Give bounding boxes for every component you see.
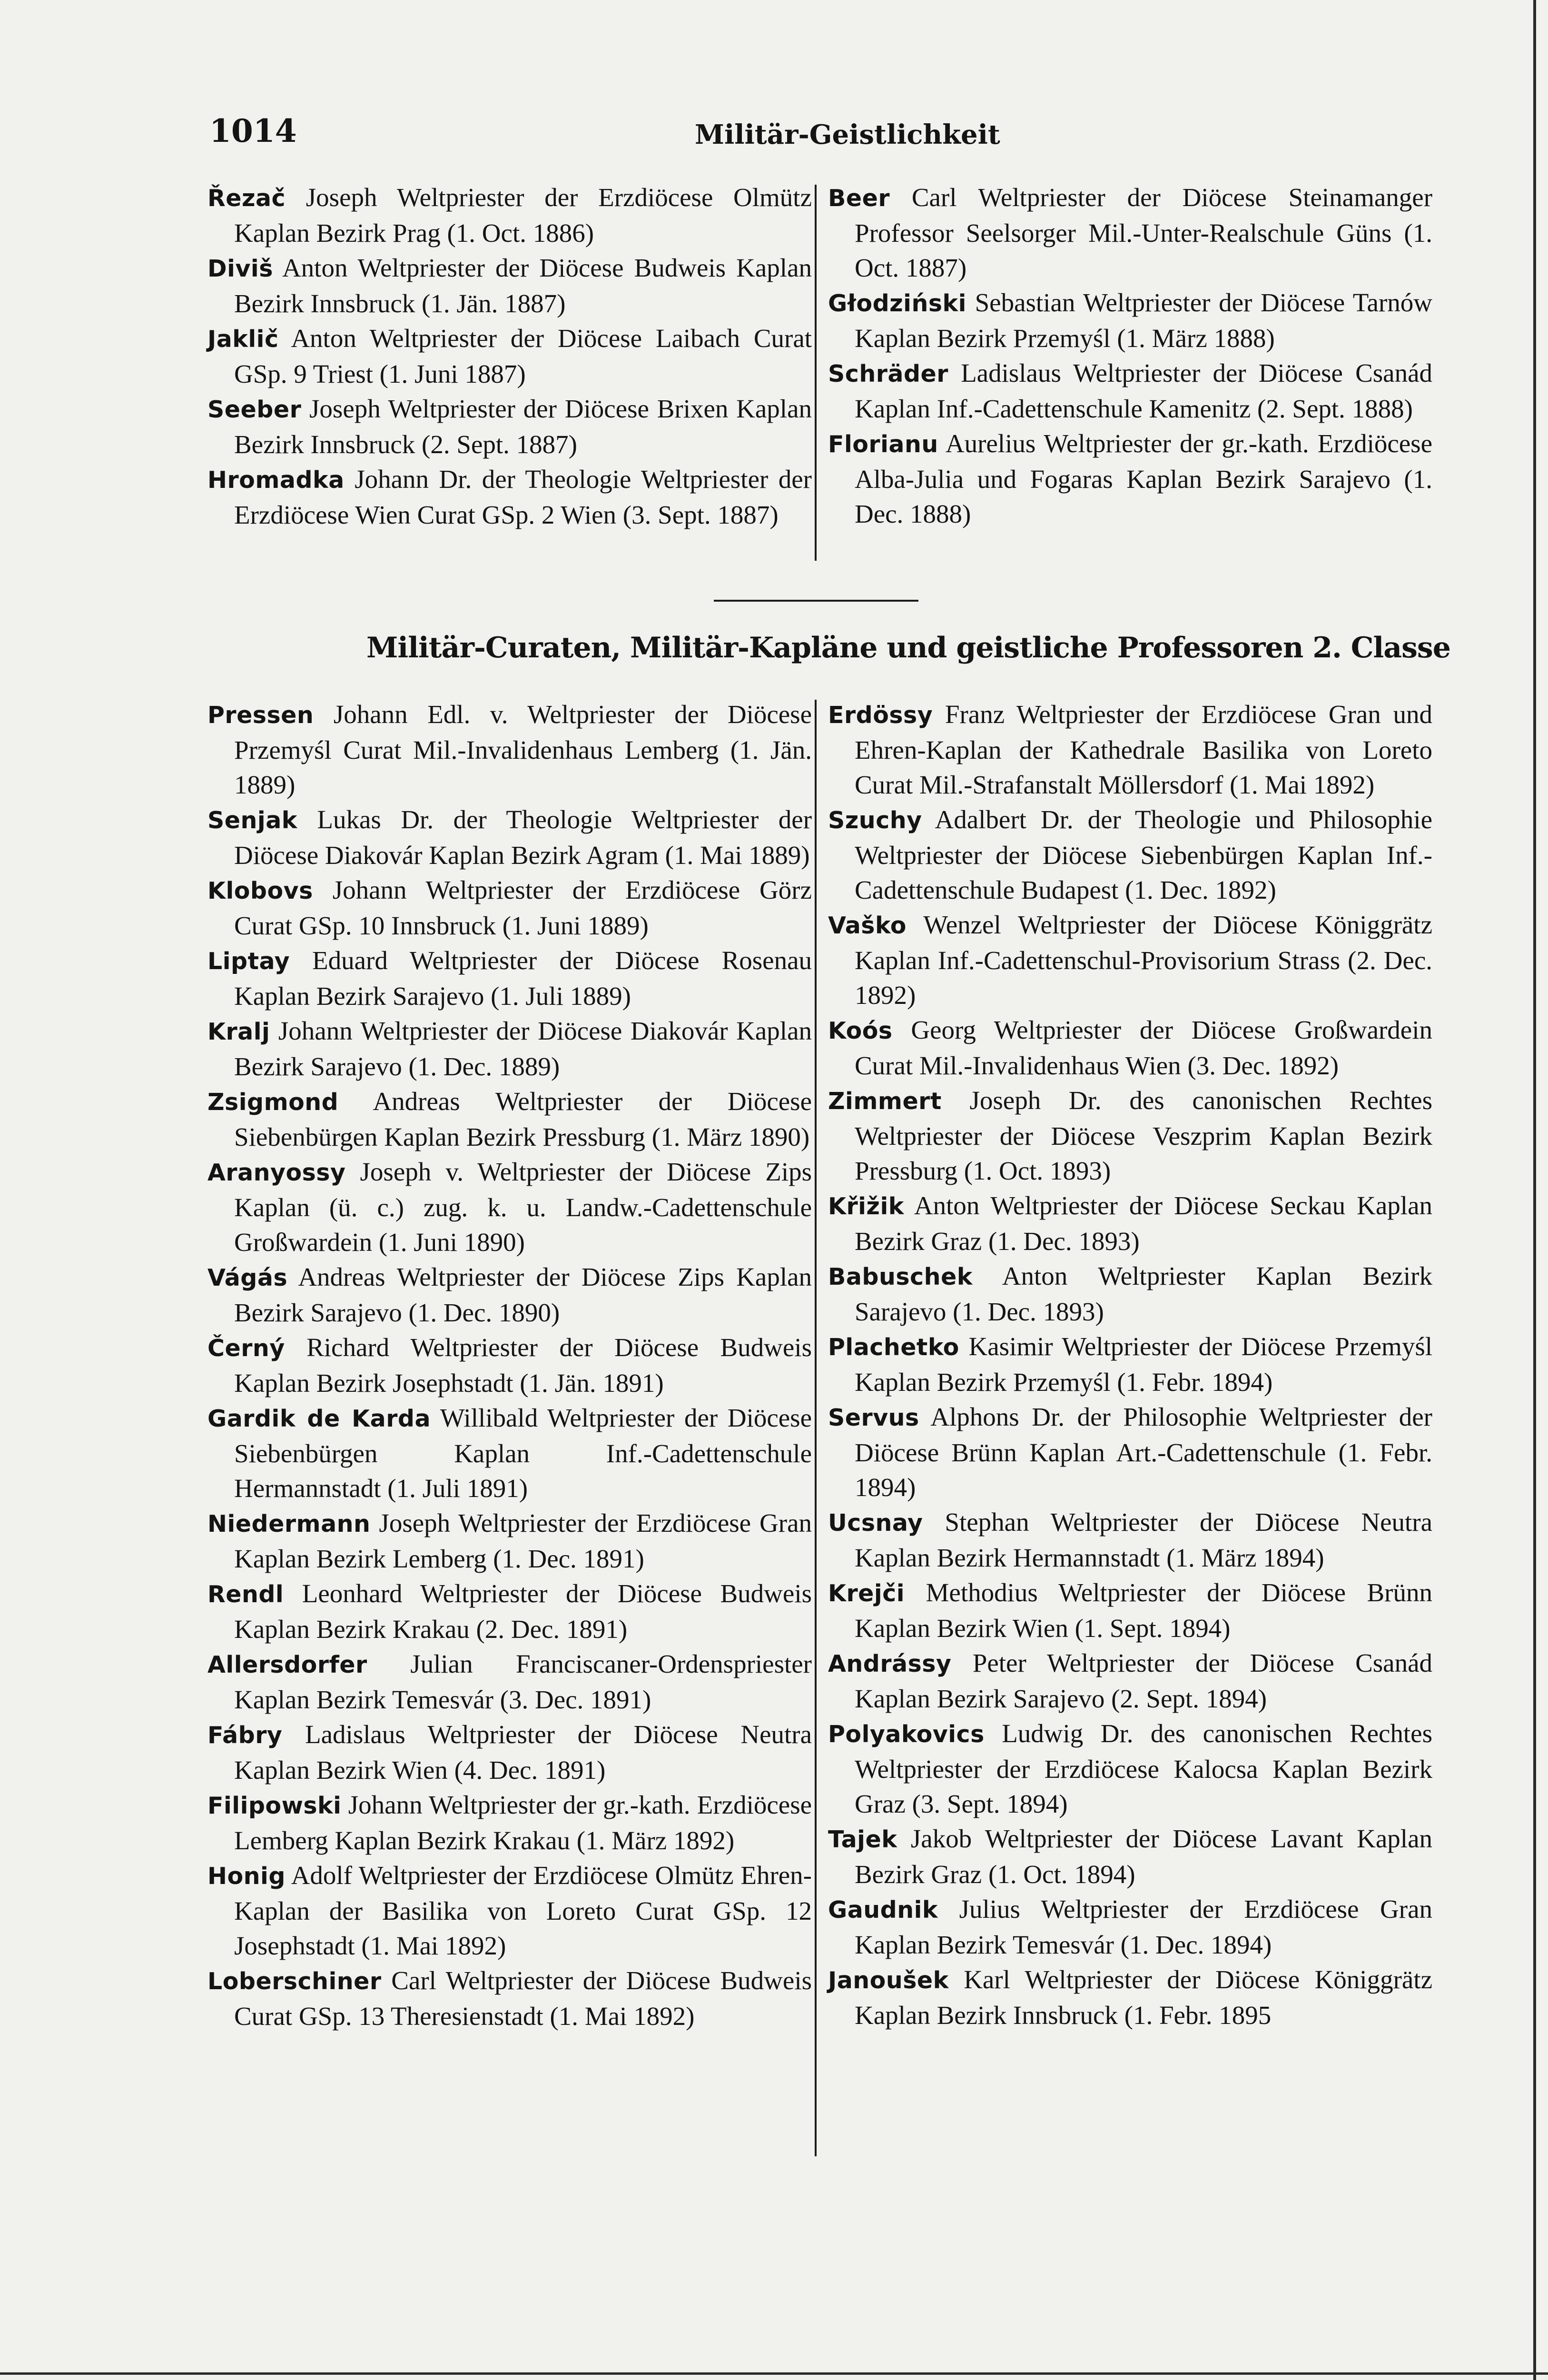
- entry-surname: Servus: [828, 1404, 919, 1431]
- entry-text: Andreas Weltpriester der Diöcese Zips Kaplan Bezirk Sarajevo (1. Dec. 1890): [234, 1262, 812, 1327]
- entry-text: Jakob Weltpriester der Diöcese Lavant Kaplan Bezirk Graz (1. Oct. 1894): [855, 1824, 1432, 1889]
- entry: [828, 802, 1432, 907]
- entry: [207, 1400, 812, 1506]
- entry-text: Aurelius Weltpriester der gr.-kath. Erzdiöcese Alba-Julia und Fogaras Kaplan Bezirk Sarajevo (1. Dec. 1888): [855, 429, 1432, 528]
- entry-text: Carl Weltpriester der Diöcese Budweis Curat GSp. 13 Theresienstadt (1. Mai 1892): [234, 1966, 812, 2031]
- entry-text: Johann Dr. der Theologie Weltpriester der Erzdiöcese Wien Curat GSp. 2 Wien (3. Sept. 1887): [234, 465, 812, 529]
- entry: [828, 1188, 1432, 1259]
- entry-surname: Loberschiner: [207, 1968, 382, 1995]
- entry: [828, 697, 1432, 802]
- entry-surname: Babuschek: [828, 1263, 973, 1290]
- entry-text: Julius Weltpriester der Erzdiöcese Gran Kaplan Bezirk Temesvár (1. Dec. 1894): [855, 1894, 1432, 1959]
- entry-surname: Křižik: [828, 1193, 904, 1220]
- entry-text: Leonhard Weltpriester der Diöcese Budweis Kaplan Bezirk Krakau (2. Dec. 1891): [234, 1579, 812, 1644]
- entry-text: Karl Weltpriester der Diöcese Königgrätz Kaplan Bezirk Innsbruck (1. Febr. 1895: [855, 1965, 1433, 2030]
- bottom-left-column: [207, 697, 812, 2033]
- entry: [828, 1505, 1432, 1575]
- entry-surname: Beer: [828, 185, 890, 212]
- entry-surname: Ucsnay: [828, 1509, 923, 1537]
- entry-surname: Seeber: [207, 396, 302, 423]
- entry-surname: Erdössy: [828, 702, 933, 729]
- running-head: Militär-Geistlichkeit: [695, 119, 1000, 150]
- entry-text: Ludwig Dr. des canonischen Rechtes Weltpriester der Erzdiöcese Kalocsa Kaplan Bezirk Graz (3. Sept. 1894): [855, 1719, 1432, 1818]
- entry: [207, 1259, 812, 1330]
- entry: [828, 1646, 1432, 1716]
- entry-text: Willibald Weltpriester der Diöcese Siebenbürgen Kaplan Inf.-Cadettenschule Hermannstadt (1. Juli 1891): [234, 1403, 812, 1503]
- entry-text: Wenzel Weltpriester der Diöcese Königgrätz Kaplan Inf.-Cadettenschul-Provisorium Strass (2. Dec. 1892): [855, 910, 1432, 1010]
- entry-text: Carl Weltpriester der Diöcese Steinamanger Professor Seelsorger Mil.-Unter-Realschule Güns (1. Oct. 1887): [855, 183, 1433, 282]
- entry-surname: Florianu: [828, 431, 938, 458]
- top-right-column: [828, 180, 1432, 531]
- entry-text: Johann Edl. v. Weltpriester der Diöcese Przemyśl Curat Mil.-Invalidenhaus Lemberg (1. Jän. 1889): [234, 700, 812, 799]
- entry-surname: Plachetko: [828, 1334, 959, 1361]
- entry-text: Ladislaus Weltpriester der Diöcese Neutra Kaplan Bezirk Wien (4. Dec. 1891): [234, 1720, 812, 1785]
- entry: [207, 697, 812, 802]
- entry-text: Johann Weltpriester der gr.-kath. Erzdiöcese Lemberg Kaplan Bezirk Krakau (1. März 1892): [234, 1790, 812, 1855]
- entry-surname: Niedermann: [207, 1510, 371, 1537]
- column-divider-top: [815, 185, 817, 561]
- section-title: Militär-Curaten, Militär-Kapläne und geistliche Professoren 2. Classe: [366, 631, 1450, 664]
- entry: [207, 250, 812, 321]
- entry: [207, 943, 812, 1013]
- entry-text: Sebastian Weltpriester der Diöcese Tarnów Kaplan Bezirk Przemyśl (1. März 1888): [855, 288, 1432, 353]
- bottom-right-column: [828, 697, 1432, 2033]
- entry: [828, 180, 1432, 285]
- entry-surname: Filipowski: [207, 1792, 342, 1819]
- entry-text: Joseph Weltpriester der Erzdiöcese Gran Kaplan Bezirk Lemberg (1. Dec. 1891): [234, 1508, 812, 1573]
- entry-surname: Polyakovics: [828, 1721, 985, 1748]
- entry-text: Lukas Dr. der Theologie Weltpriester der Diöcese Diakovár Kaplan Bezirk Agram (1. Mai 1889): [234, 805, 812, 870]
- entry: [207, 1576, 812, 1646]
- entry-text: Ladislaus Weltpriester der Diöcese Csanád Kaplan Inf.-Cadettenschule Kamenitz (2. Sept. 1888): [855, 358, 1432, 423]
- entry-text: Eduard Weltpriester der Diöcese Rosenau Kaplan Bezirk Sarajevo (1. Juli 1889): [234, 946, 812, 1011]
- entry: [207, 391, 812, 462]
- entry-surname: Aranyossy: [207, 1159, 346, 1186]
- section-rule: [714, 600, 918, 602]
- entry: [207, 1506, 812, 1576]
- page-edge-shadow: [1533, 0, 1536, 2380]
- entry-surname: Pressen: [207, 702, 314, 729]
- entry-text: Anton Weltpriester der Diöcese Budweis Kaplan Bezirk Innsbruck (1. Jän. 1887): [234, 253, 812, 318]
- entry-surname: Schräder: [828, 360, 948, 387]
- entry-text: Anton Weltpriester der Diöcese Laibach Curat GSp. 9 Triest (1. Juni 1887): [234, 324, 812, 388]
- entry: [828, 1083, 1432, 1188]
- entry: [207, 1858, 812, 1963]
- entry: [207, 1154, 812, 1259]
- entry-text: Johann Weltpriester der Erzdiöcese Görz Curat GSp. 10 Innsbruck (1. Juni 1889): [234, 875, 812, 940]
- entry-text: Joseph Dr. des canonischen Rechtes Weltpriester der Diöcese Veszprim Kaplan Bezirk Pressburg (1. Oct. 1893): [855, 1086, 1432, 1185]
- page-bottom-edge: [0, 2372, 1548, 2375]
- entry: [828, 1892, 1432, 1962]
- entry-surname: Zsigmond: [207, 1089, 339, 1116]
- entry-surname: Diviš: [207, 255, 273, 282]
- entry-surname: Hromadka: [207, 466, 345, 494]
- entry-surname: Honig: [207, 1863, 286, 1890]
- entry: [207, 1084, 812, 1154]
- entry-text: Johann Weltpriester der Diöcese Diakovár Kaplan Bezirk Sarajevo (1. Dec. 1889): [234, 1016, 812, 1081]
- page-number: 1014: [209, 112, 297, 149]
- entry: [207, 1963, 812, 2033]
- entry-text: Joseph v. Weltpriester der Diöcese Zips Kaplan (ü. c.) zug. k. u. Landw.-Cadettenschule Großwardein (1. Juni 1890): [234, 1157, 812, 1257]
- entry-surname: Vágás: [207, 1264, 288, 1291]
- entry-surname: Liptay: [207, 948, 290, 975]
- entry: [207, 1646, 812, 1717]
- entry-surname: Andrássy: [828, 1650, 952, 1677]
- entry-text: Peter Weltpriester der Diöcese Csanád Kaplan Bezirk Sarajevo (2. Sept. 1894): [855, 1648, 1432, 1713]
- entry-surname: Senjak: [207, 807, 297, 834]
- entry-surname: Řezač: [207, 185, 286, 212]
- entry-surname: Vaško: [828, 912, 907, 939]
- entry-text: Georg Weltpriester der Diöcese Großwardein Curat Mil.-Invalidenhaus Wien (3. Dec. 1892): [855, 1015, 1432, 1080]
- entry-text: Joseph Weltpriester der Erzdiöcese Olmütz Kaplan Bezirk Prag (1. Oct. 1886): [234, 183, 812, 248]
- entry-surname: Janoušek: [828, 1967, 949, 1994]
- entry: [207, 462, 812, 532]
- entry: [828, 907, 1432, 1012]
- entry-surname: Rendl: [207, 1581, 284, 1608]
- entry: [207, 873, 812, 943]
- entry-surname: Klobovs: [207, 877, 313, 904]
- entry: [828, 1821, 1432, 1892]
- column-divider-bottom: [815, 700, 817, 2156]
- entry: [828, 285, 1432, 356]
- entry-surname: Kralj: [207, 1018, 270, 1045]
- entry-text: Adalbert Dr. der Theologie und Philosophie Weltpriester der Diöcese Siebenbürgen Kaplan Inf.-Cadettenschule Budapest (1. Dec. 1892): [855, 805, 1432, 904]
- entry-text: Anton Weltpriester der Diöcese Seckau Kaplan Bezirk Graz (1. Dec. 1893): [855, 1191, 1432, 1256]
- entry-text: Stephan Weltpriester der Diöcese Neutra Kaplan Bezirk Hermannstadt (1. März 1894): [855, 1507, 1432, 1572]
- entry-text: Methodius Weltpriester der Diöcese Brünn Kaplan Bezirk Wien (1. Sept. 1894): [855, 1578, 1432, 1643]
- entry-text: Richard Weltpriester der Diöcese Budweis Kaplan Bezirk Josephstadt (1. Jän. 1891): [234, 1333, 812, 1398]
- entry-surname: Fábry: [207, 1722, 283, 1749]
- entry: [828, 1399, 1432, 1505]
- entry: [828, 426, 1432, 531]
- entry-surname: Gardik de Karda: [207, 1405, 431, 1432]
- entry: [828, 1716, 1432, 1821]
- entry-text: Joseph Weltpriester der Diöcese Brixen Kaplan Bezirk Innsbruck (2. Sept. 1887): [234, 394, 812, 459]
- entry-text: Kasimir Weltpriester der Diöcese Przemyśl Kaplan Bezirk Przemyśl (1. Febr. 1894): [855, 1332, 1432, 1397]
- entry-text: Franz Weltpriester der Erzdiöcese Gran und Ehren-Kaplan der Kathedrale Basilika von Loreto Curat Mil.-Strafanstalt Möllersdorf (1. Mai 1892): [855, 700, 1432, 799]
- entry: [207, 180, 812, 250]
- entry-surname: Allersdorfer: [207, 1651, 367, 1678]
- entry: [207, 1787, 812, 1858]
- entry-text: Andreas Weltpriester der Diöcese Siebenbürgen Kaplan Bezirk Pressburg (1. März 1890): [234, 1087, 812, 1151]
- entry: [207, 1330, 812, 1400]
- entry-surname: Gaudnik: [828, 1896, 938, 1924]
- entry-text: Julian Franciscaner-Ordenspriester Kaplan Bezirk Temesvár (3. Dec. 1891): [234, 1649, 812, 1714]
- entry: [207, 1717, 812, 1787]
- entry-text: Alphons Dr. der Philosophie Weltpriester der Diöcese Brünn Kaplan Art.-Cadettenschule (1. Febr. 1894): [855, 1402, 1432, 1502]
- entry: [828, 356, 1432, 426]
- entry-surname: Jaklič: [207, 326, 279, 353]
- entry: [828, 1575, 1432, 1646]
- entry-surname: Černý: [207, 1335, 285, 1362]
- top-left-column: [207, 180, 812, 532]
- entry-surname: Koós: [828, 1017, 893, 1044]
- entry: [828, 1962, 1432, 2033]
- entry-surname: Zimmert: [828, 1088, 942, 1115]
- entry-surname: Szuchy: [828, 807, 922, 834]
- entry-surname: Tajek: [828, 1826, 897, 1853]
- entry-text: Anton Weltpriester Kaplan Bezirk Sarajevo (1. Dec. 1893): [855, 1261, 1433, 1326]
- entry: [207, 802, 812, 873]
- entry: [828, 1329, 1432, 1399]
- entry: [207, 1013, 812, 1084]
- entry-text: Adolf Weltpriester der Erzdiöcese Olmütz Ehren-Kaplan der Basilika von Loreto Curat GSp. 12 Josephstadt (1. Mai 1892): [234, 1861, 812, 1960]
- entry: [828, 1259, 1432, 1329]
- entry-surname: Krejči: [828, 1580, 905, 1607]
- entry: [207, 321, 812, 391]
- entry: [828, 1012, 1432, 1083]
- entry-surname: Głodziński: [828, 290, 966, 317]
